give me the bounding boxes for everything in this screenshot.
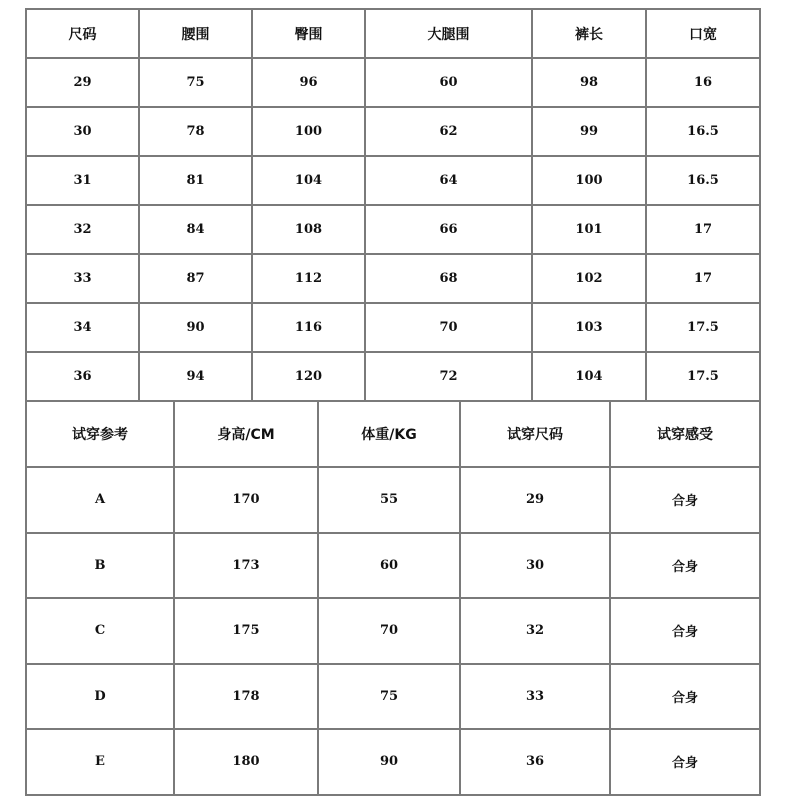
- header-row: [26, 9, 760, 58]
- column-header: 裤长: [532, 9, 646, 58]
- table-cell: C: [26, 598, 174, 664]
- table-cell: 70: [365, 303, 532, 352]
- table-row: [26, 303, 760, 352]
- table-cell: 30: [460, 533, 610, 599]
- table-cell: 101: [532, 205, 646, 254]
- table-cell: 55: [318, 467, 460, 533]
- table-row: [26, 205, 760, 254]
- column-header: 大腿围: [365, 9, 532, 58]
- table-cell: 112: [252, 254, 365, 303]
- table-cell: D: [26, 664, 174, 730]
- table-cell: 30: [26, 107, 139, 156]
- table-cell: 178: [174, 664, 318, 730]
- table-cell: A: [26, 467, 174, 533]
- table-cell: 94: [139, 352, 252, 401]
- table-cell: 合身: [610, 467, 760, 533]
- table-cell: 175: [174, 598, 318, 664]
- table-cell: 98: [532, 58, 646, 107]
- table-cell: 60: [365, 58, 532, 107]
- table-cell: 16.5: [646, 156, 760, 205]
- fit-reference-table: [25, 400, 761, 796]
- table-row: [26, 254, 760, 303]
- table-cell: 36: [26, 352, 139, 401]
- table-cell: 96: [252, 58, 365, 107]
- table-cell: 合身: [610, 729, 760, 795]
- fit-reference-body: [26, 401, 760, 795]
- table-cell: 合身: [610, 598, 760, 664]
- table-cell: 62: [365, 107, 532, 156]
- column-header: 身高/CM: [174, 401, 318, 467]
- table-cell: 87: [139, 254, 252, 303]
- table-cell: 78: [139, 107, 252, 156]
- table-cell: 99: [532, 107, 646, 156]
- table-cell: E: [26, 729, 174, 795]
- table-cell: 100: [532, 156, 646, 205]
- table-cell: 180: [174, 729, 318, 795]
- table-row: [26, 107, 760, 156]
- table-row: [26, 467, 760, 533]
- table-row: [26, 598, 760, 664]
- table-cell: 29: [460, 467, 610, 533]
- size-chart-body: [26, 9, 760, 401]
- table-cell: 36: [460, 729, 610, 795]
- table-row: [26, 664, 760, 730]
- table-cell: 84: [139, 205, 252, 254]
- table-cell: 75: [139, 58, 252, 107]
- table-row: [26, 729, 760, 795]
- table-cell: 合身: [610, 664, 760, 730]
- table-cell: 66: [365, 205, 532, 254]
- table-cell: 16: [646, 58, 760, 107]
- table-cell: 103: [532, 303, 646, 352]
- table-cell: 100: [252, 107, 365, 156]
- table-cell: 33: [26, 254, 139, 303]
- table-cell: 16.5: [646, 107, 760, 156]
- size-chart-table: [25, 8, 761, 402]
- column-header: 试穿参考: [26, 401, 174, 467]
- table-cell: 34: [26, 303, 139, 352]
- table-cell: 合身: [610, 533, 760, 599]
- table-cell: 75: [318, 664, 460, 730]
- column-header: 尺码: [26, 9, 139, 58]
- table-cell: 70: [318, 598, 460, 664]
- table-cell: 17.5: [646, 352, 760, 401]
- column-header: 体重/KG: [318, 401, 460, 467]
- table-cell: 60: [318, 533, 460, 599]
- table-cell: 120: [252, 352, 365, 401]
- table-cell: 64: [365, 156, 532, 205]
- table-cell: 17.5: [646, 303, 760, 352]
- column-header: 试穿感受: [610, 401, 760, 467]
- table-cell: 32: [460, 598, 610, 664]
- table-cell: 81: [139, 156, 252, 205]
- table-cell: 104: [252, 156, 365, 205]
- table-row: [26, 156, 760, 205]
- table-cell: 33: [460, 664, 610, 730]
- table-cell: B: [26, 533, 174, 599]
- header-row: [26, 401, 760, 467]
- column-header: 口宽: [646, 9, 760, 58]
- table-cell: 90: [139, 303, 252, 352]
- table-cell: 68: [365, 254, 532, 303]
- column-header: 臀围: [252, 9, 365, 58]
- column-header: 试穿尺码: [460, 401, 610, 467]
- table-cell: 108: [252, 205, 365, 254]
- table-cell: 17: [646, 254, 760, 303]
- table-cell: 72: [365, 352, 532, 401]
- column-header: 腰围: [139, 9, 252, 58]
- table-cell: 173: [174, 533, 318, 599]
- table-row: [26, 352, 760, 401]
- table-cell: 90: [318, 729, 460, 795]
- table-cell: 102: [532, 254, 646, 303]
- table-cell: 32: [26, 205, 139, 254]
- table-cell: 116: [252, 303, 365, 352]
- table-cell: 31: [26, 156, 139, 205]
- table-cell: 29: [26, 58, 139, 107]
- table-row: [26, 533, 760, 599]
- table-cell: 17: [646, 205, 760, 254]
- table-cell: 104: [532, 352, 646, 401]
- table-cell: 170: [174, 467, 318, 533]
- table-row: [26, 58, 760, 107]
